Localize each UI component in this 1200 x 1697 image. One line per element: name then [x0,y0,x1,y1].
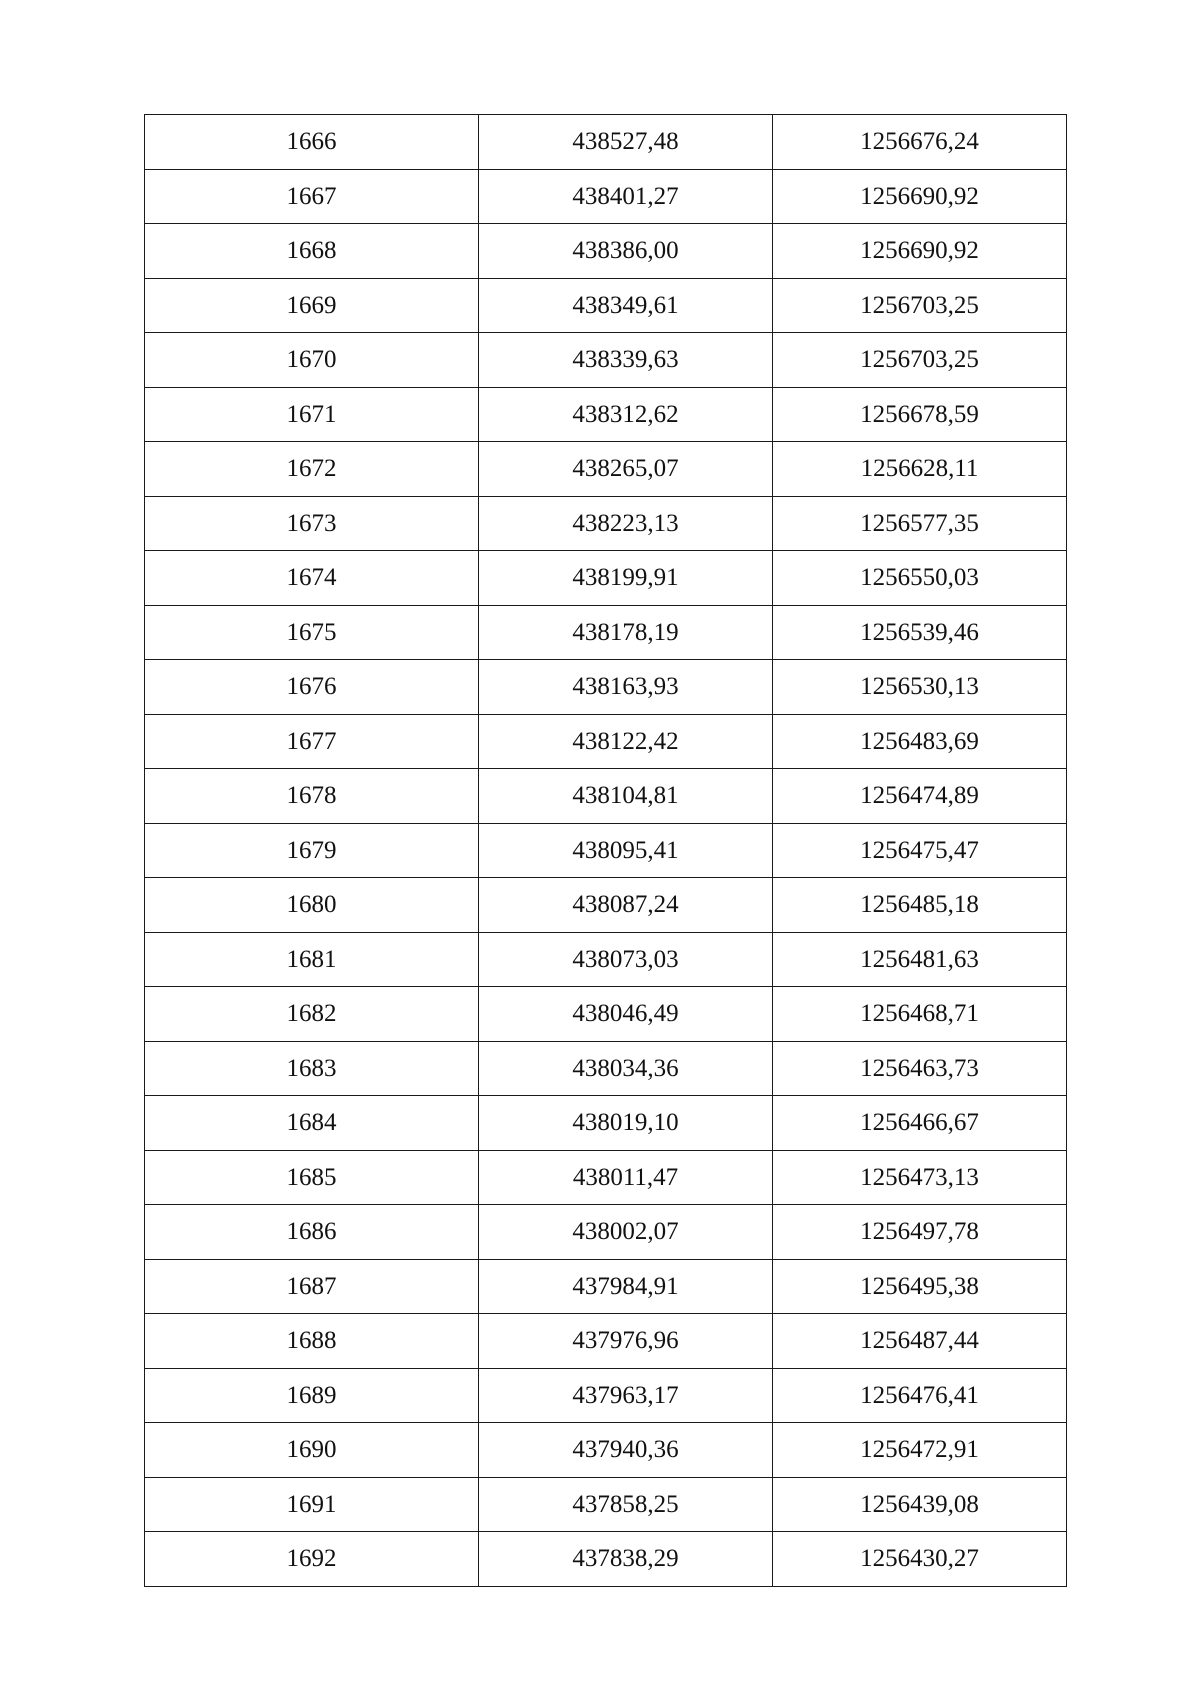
point-number-cell: 1680 [145,878,479,933]
table-row [145,1314,1067,1369]
coordinates-table-body [145,115,1067,1587]
x-coordinate-cell: 438019,10 [479,1096,773,1151]
y-coordinate-cell: 1256530,13 [773,660,1067,715]
x-coordinate-cell: 438002,07 [479,1205,773,1260]
y-coordinate-cell: 1256703,25 [773,278,1067,333]
point-number-cell: 1668 [145,224,479,279]
y-coordinate-cell: 1256472,91 [773,1423,1067,1478]
table-row [145,1205,1067,1260]
point-number-cell: 1683 [145,1041,479,1096]
y-coordinate-cell: 1256483,69 [773,714,1067,769]
x-coordinate-cell: 438011,47 [479,1150,773,1205]
table-row [145,278,1067,333]
table-row [145,987,1067,1042]
y-coordinate-cell: 1256577,35 [773,496,1067,551]
point-number-cell: 1674 [145,551,479,606]
point-number-cell: 1686 [145,1205,479,1260]
y-coordinate-cell: 1256475,47 [773,823,1067,878]
point-number-cell: 1667 [145,169,479,224]
coordinates-table [144,114,1067,1587]
point-number-cell: 1676 [145,660,479,715]
x-coordinate-cell: 438386,00 [479,224,773,279]
x-coordinate-cell: 438087,24 [479,878,773,933]
table-row [145,1477,1067,1532]
table-row [145,605,1067,660]
y-coordinate-cell: 1256468,71 [773,987,1067,1042]
x-coordinate-cell: 438527,48 [479,115,773,170]
point-number-cell: 1672 [145,442,479,497]
table-row [145,1096,1067,1151]
table-row [145,442,1067,497]
x-coordinate-cell: 438104,81 [479,769,773,824]
point-number-cell: 1685 [145,1150,479,1205]
y-coordinate-cell: 1256466,67 [773,1096,1067,1151]
table-row [145,1532,1067,1587]
y-coordinate-cell: 1256676,24 [773,115,1067,170]
x-coordinate-cell: 438122,42 [479,714,773,769]
y-coordinate-cell: 1256473,13 [773,1150,1067,1205]
point-number-cell: 1684 [145,1096,479,1151]
y-coordinate-cell: 1256690,92 [773,169,1067,224]
x-coordinate-cell: 438073,03 [479,932,773,987]
x-coordinate-cell: 437838,29 [479,1532,773,1587]
table-row [145,1423,1067,1478]
y-coordinate-cell: 1256678,59 [773,387,1067,442]
point-number-cell: 1688 [145,1314,479,1369]
x-coordinate-cell: 438095,41 [479,823,773,878]
table-row [145,1259,1067,1314]
point-number-cell: 1679 [145,823,479,878]
table-row [145,823,1067,878]
point-number-cell: 1678 [145,769,479,824]
table-row [145,714,1067,769]
table-row [145,115,1067,170]
table-row [145,333,1067,388]
y-coordinate-cell: 1256550,03 [773,551,1067,606]
y-coordinate-cell: 1256628,11 [773,442,1067,497]
table-row [145,496,1067,551]
x-coordinate-cell: 438178,19 [479,605,773,660]
point-number-cell: 1669 [145,278,479,333]
x-coordinate-cell: 437976,96 [479,1314,773,1369]
table-row [145,769,1067,824]
y-coordinate-cell: 1256495,38 [773,1259,1067,1314]
y-coordinate-cell: 1256476,41 [773,1368,1067,1423]
table-row [145,1368,1067,1423]
y-coordinate-cell: 1256481,63 [773,932,1067,987]
x-coordinate-cell: 437963,17 [479,1368,773,1423]
point-number-cell: 1681 [145,932,479,987]
x-coordinate-cell: 438312,62 [479,387,773,442]
point-number-cell: 1690 [145,1423,479,1478]
x-coordinate-cell: 438339,63 [479,333,773,388]
table-row [145,1041,1067,1096]
x-coordinate-cell: 437940,36 [479,1423,773,1478]
x-coordinate-cell: 438034,36 [479,1041,773,1096]
x-coordinate-cell: 437984,91 [479,1259,773,1314]
x-coordinate-cell: 437858,25 [479,1477,773,1532]
x-coordinate-cell: 438265,07 [479,442,773,497]
point-number-cell: 1689 [145,1368,479,1423]
y-coordinate-cell: 1256463,73 [773,1041,1067,1096]
x-coordinate-cell: 438401,27 [479,169,773,224]
point-number-cell: 1691 [145,1477,479,1532]
y-coordinate-cell: 1256690,92 [773,224,1067,279]
table-row [145,1150,1067,1205]
y-coordinate-cell: 1256430,27 [773,1532,1067,1587]
y-coordinate-cell: 1256703,25 [773,333,1067,388]
x-coordinate-cell: 438199,91 [479,551,773,606]
table-row [145,660,1067,715]
point-number-cell: 1687 [145,1259,479,1314]
table-row [145,932,1067,987]
table-row [145,169,1067,224]
point-number-cell: 1670 [145,333,479,388]
point-number-cell: 1675 [145,605,479,660]
x-coordinate-cell: 438046,49 [479,987,773,1042]
x-coordinate-cell: 438223,13 [479,496,773,551]
y-coordinate-cell: 1256485,18 [773,878,1067,933]
point-number-cell: 1666 [145,115,479,170]
point-number-cell: 1682 [145,987,479,1042]
y-coordinate-cell: 1256497,78 [773,1205,1067,1260]
x-coordinate-cell: 438349,61 [479,278,773,333]
table-row [145,551,1067,606]
y-coordinate-cell: 1256487,44 [773,1314,1067,1369]
y-coordinate-cell: 1256539,46 [773,605,1067,660]
table-row [145,224,1067,279]
point-number-cell: 1677 [145,714,479,769]
point-number-cell: 1671 [145,387,479,442]
y-coordinate-cell: 1256474,89 [773,769,1067,824]
point-number-cell: 1692 [145,1532,479,1587]
x-coordinate-cell: 438163,93 [479,660,773,715]
point-number-cell: 1673 [145,496,479,551]
table-row [145,878,1067,933]
y-coordinate-cell: 1256439,08 [773,1477,1067,1532]
table-row [145,387,1067,442]
